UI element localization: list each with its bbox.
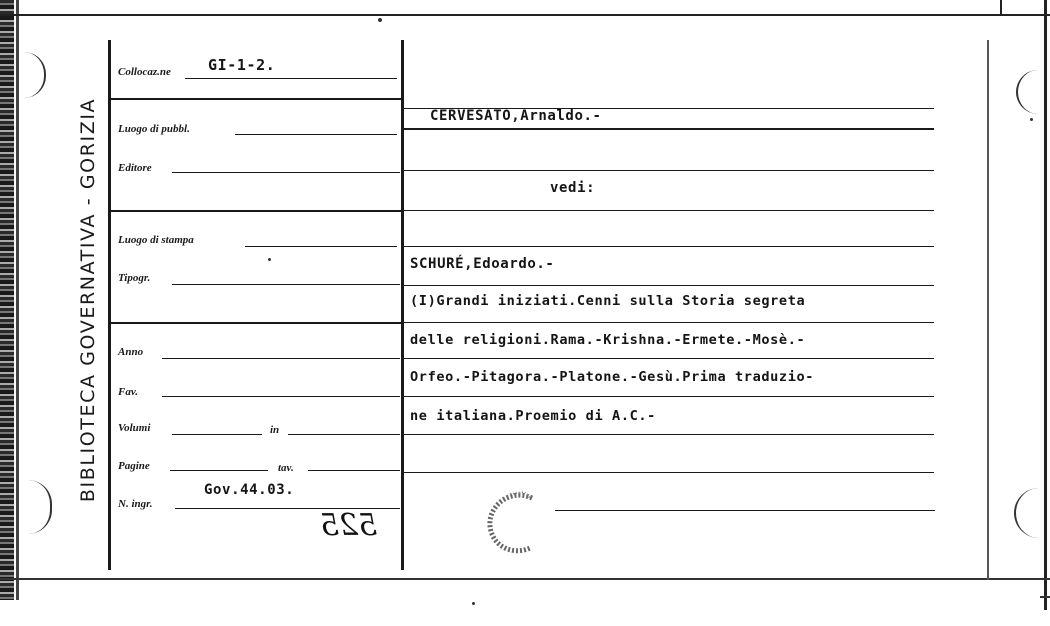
- speck: [472, 602, 475, 605]
- right-rule: [404, 128, 934, 130]
- punch-hole-left-top: [24, 52, 46, 98]
- left-column-rule: [108, 40, 111, 570]
- editore-line: [172, 172, 400, 173]
- author-heading: CERVESATO,Arnaldo.-: [430, 108, 602, 124]
- anno-label: Anno: [118, 346, 144, 358]
- description-line: ne italiana.Proemio di A.C.-: [410, 408, 656, 424]
- library-vertical-title: BIBLIOTECA GOVERNATIVA - GORIZIA: [77, 97, 99, 503]
- pagine-line: [170, 470, 268, 471]
- editore-label: Editore: [118, 162, 152, 174]
- tipografia-label: Tipogr.: [118, 272, 151, 284]
- see-author: SCHURÉ,Edoardo.-: [410, 256, 555, 272]
- handwritten-inventory-number: 525: [320, 508, 378, 543]
- in-label: in: [270, 424, 280, 436]
- card-right-border: [987, 40, 989, 580]
- numero-ingresso-label: N. ingr.: [118, 498, 153, 510]
- speck: [378, 18, 382, 22]
- luogo-pubblicazione-line: [235, 134, 397, 135]
- volumi-label: Volumi: [118, 422, 151, 434]
- section-separator: [110, 98, 402, 100]
- right-rule: [404, 434, 934, 435]
- scan-edge-left-line: [16, 0, 19, 600]
- scan-edge-right: [1044, 0, 1047, 610]
- description-line: (I)Grandi iniziati.Cenni sulla Storia segreta: [410, 293, 806, 309]
- punch-hole-right-top: [1016, 70, 1040, 114]
- right-rule: [404, 170, 934, 171]
- luogo-pubblicazione-label: Luogo di pubbl.: [118, 123, 190, 135]
- right-rule: [404, 246, 934, 247]
- punch-hole-left-bottom: [28, 480, 52, 534]
- scan-edge-top: [0, 14, 1050, 16]
- section-separator: [110, 210, 402, 212]
- right-rule: [404, 285, 934, 286]
- speck: [268, 258, 271, 261]
- formato-label: Fav.: [118, 386, 139, 398]
- description-line: delle religioni.Rama.-Krishna.-Ermete.-Mosè.-: [410, 332, 806, 348]
- description-line: Orfeo.-Pitagora.-Platone.-Gesù.Prima traduzio-: [410, 369, 815, 385]
- anno-line: [162, 358, 400, 359]
- middle-column-rule: [401, 40, 404, 570]
- formato-line: [162, 396, 400, 397]
- luogo-stampa-label: Luogo di stampa: [118, 234, 194, 246]
- library-stamp: [480, 484, 550, 560]
- tavole-line: [308, 470, 400, 471]
- scan-edge-bottom-right: [1040, 596, 1050, 598]
- right-rule: [404, 358, 934, 359]
- punch-hole-right-bottom: [1014, 488, 1040, 538]
- right-rule: [404, 210, 934, 211]
- pagine-label: Pagine: [118, 460, 150, 472]
- scan-edge-top-right: [1000, 0, 1002, 16]
- right-rule: [404, 396, 934, 397]
- collocazione-line: [185, 78, 397, 79]
- right-rule: [555, 510, 935, 511]
- tavole-label: tav.: [278, 462, 294, 474]
- volumi-line: [172, 434, 262, 435]
- collocazione-value: GI-1-2.: [208, 56, 276, 74]
- luogo-stampa-line: [245, 246, 397, 247]
- tipografia-line: [172, 284, 400, 285]
- scan-edge-left: [0, 0, 14, 600]
- scan-edge-bottom: [0, 578, 1050, 580]
- numero-ingresso-value: Gov.44.03.: [204, 482, 295, 498]
- collocazione-label: Collocaz.ne: [118, 66, 171, 78]
- speck: [1030, 118, 1033, 121]
- section-separator: [110, 322, 402, 324]
- see-label: vedi:: [550, 180, 596, 196]
- right-rule: [404, 472, 934, 473]
- right-rule: [404, 322, 934, 323]
- in-line: [288, 434, 400, 435]
